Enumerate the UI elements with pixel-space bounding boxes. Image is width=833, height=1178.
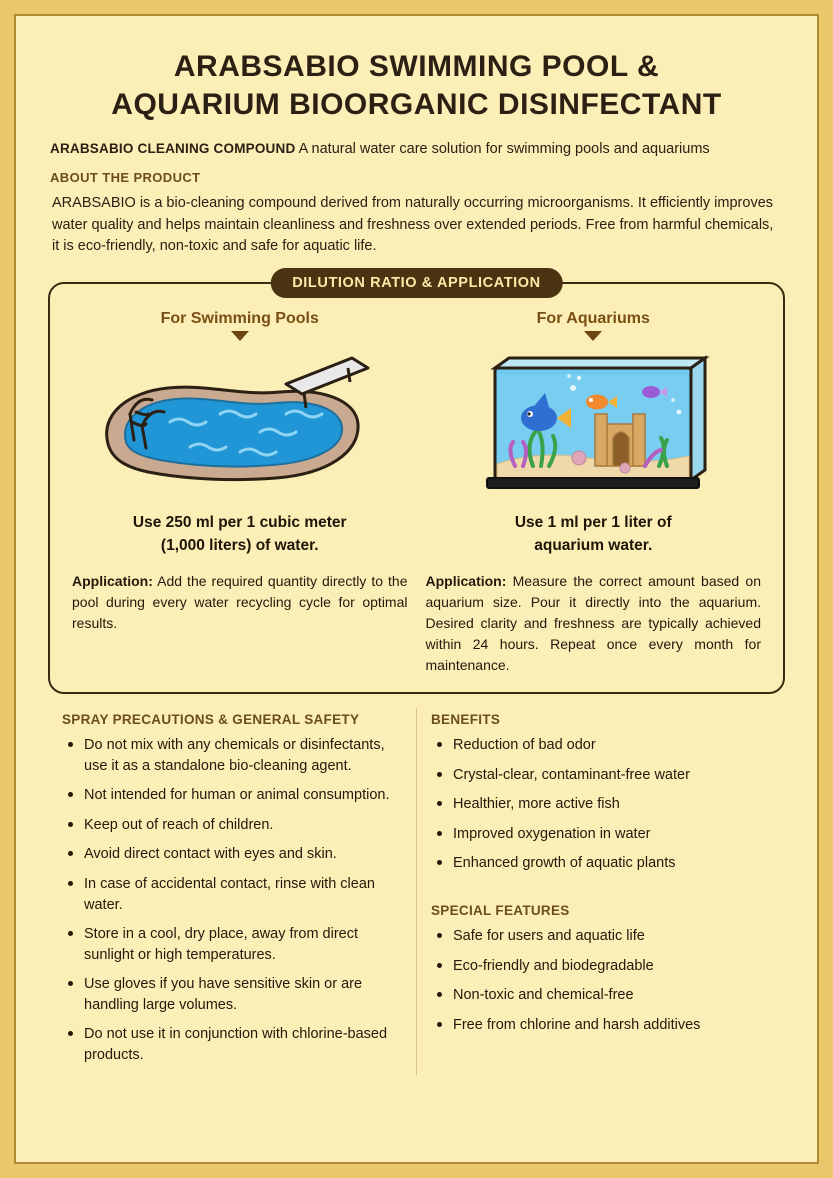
list-item: Non-toxic and chemical-free: [451, 985, 771, 1006]
page-title: [42, 48, 791, 123]
section-spacer: [431, 883, 771, 899]
list-item: Avoid direct contact with eyes and skin.: [82, 844, 402, 865]
lead-paragraph: [50, 139, 783, 160]
aquarium-dosage-line-1: Use 1 ml per 1 liter of: [514, 514, 672, 532]
list-item: Improved oxygenation in water: [451, 824, 771, 845]
aquarium-dosage-line-2: aquarium water.: [534, 536, 653, 554]
special-features-title: SPECIAL FEATURES: [431, 902, 570, 918]
list-item: Do not use it in conjunction with chlorine-based products.: [82, 1024, 402, 1065]
list-item: Enhanced growth of aquatic plants: [451, 853, 771, 874]
about-block: [50, 169, 783, 258]
list-item: Eco-friendly and biodegradable: [451, 956, 771, 977]
list-item: Do not mix with any chemicals or disinfectants, use it as a standalone bio-cleaning agent.: [82, 735, 402, 776]
pool-column: [68, 310, 412, 676]
aquarium-column: [422, 310, 766, 676]
aquarium-illustration: [422, 349, 766, 504]
list-item: Safe for users and aquatic life: [451, 926, 771, 947]
benefits-features-section: [417, 708, 785, 1075]
aquarium-application-label: Application:: [425, 573, 507, 590]
list-item: In case of accidental contact, rinse with clean water.: [82, 874, 402, 915]
bottom-sections: [48, 708, 785, 1075]
pool-heading: For Swimming Pools: [160, 310, 319, 328]
list-item: Free from chlorine and harsh additives: [451, 1015, 771, 1036]
list-item: Use gloves if you have sensitive skin or are handling large volumes.: [82, 974, 402, 1015]
chevron-down-icon: [231, 331, 249, 341]
page-title-line-2: AQUARIUM BIOORGANIC DISINFECTANT: [111, 87, 722, 121]
list-item: Healthier, more active fish: [451, 794, 771, 815]
aquarium-application: [422, 571, 766, 676]
aquarium-dosage: [422, 512, 766, 557]
poster-inner-frame: [14, 14, 819, 1164]
about-text: ARABSABIO is a bio-cleaning compound derived from naturally occurring microorganisms. It efficiently improves water quality and helps maintain cleanliness and freshness over extended periods. Free from harmful chemicals, it is eco-friendly, non-toxic and safe for aquatic life.: [52, 194, 774, 255]
precautions-list: [62, 735, 402, 1066]
swimming-pool-illustration: [68, 349, 412, 504]
pool-application: [68, 571, 412, 634]
brand-name: ARABSABIO CLEANING COMPOUND: [50, 141, 296, 156]
benefits-title: BENEFITS: [431, 712, 501, 728]
list-item: Keep out of reach of children.: [82, 815, 402, 836]
precautions-title: SPRAY PRECAUTIONS & GENERAL SAFETY: [62, 712, 360, 728]
list-item: Store in a cool, dry place, away from direct sunlight or high temperatures.: [82, 924, 402, 965]
aquarium-heading: For Aquariums: [536, 310, 650, 328]
chevron-down-icon: [584, 331, 602, 341]
benefits-list: [431, 735, 771, 874]
list-item: Crystal-clear, contaminant-free water: [451, 765, 771, 786]
page-title-line-1: ARABSABIO SWIMMING POOL &: [173, 50, 660, 83]
pool-application-text: Add the required quantity directly to the pool during every water recycling cycle for optimal results.: [72, 573, 408, 632]
list-item: Reduction of bad odor: [451, 735, 771, 756]
special-features-list: [431, 926, 771, 1035]
pool-application-label: Application:: [72, 573, 153, 590]
dilution-columns: [68, 310, 765, 676]
pool-dosage-line-1: Use 250 ml per 1 cubic meter: [132, 514, 347, 532]
dilution-panel: [48, 275, 785, 694]
aquarium-application-text: Measure the correct amount based on aquarium size. Pour it directly into the aquarium. Desired clarity and freshness are typically achieved within 24 hours. Repeat once every month for maintenance.: [425, 573, 761, 674]
dilution-panel-badge: DILUTION RATIO & APPLICATION: [270, 268, 563, 298]
pool-dosage: [68, 512, 412, 557]
precautions-section: [48, 708, 417, 1075]
lead-description: A natural water care solution for swimming pools and aquariums: [295, 141, 710, 157]
pool-dosage-line-2: (1,000 liters) of water.: [160, 536, 319, 554]
list-item: Not intended for human or animal consumption.: [82, 785, 402, 806]
about-heading: ABOUT THE PRODUCT: [50, 170, 201, 186]
